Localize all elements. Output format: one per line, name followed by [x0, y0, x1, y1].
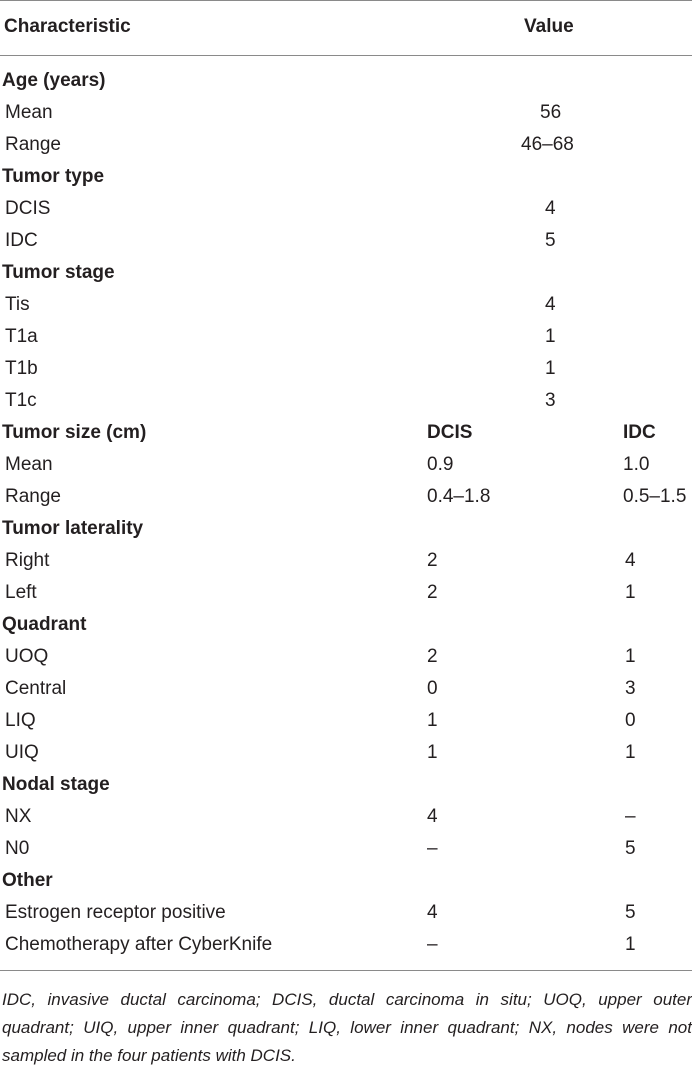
table-top-rule: [0, 0, 692, 1]
quadrant-idc: 0: [625, 710, 636, 731]
tumor-stage-value: 4: [545, 294, 556, 315]
laterality-idc: 1: [625, 582, 636, 603]
laterality-dcis: 2: [427, 550, 438, 571]
tumor-stage-label: T1b: [5, 358, 38, 379]
tumor-type-value: 4: [545, 198, 556, 219]
tumor-stage-label: Tis: [5, 294, 30, 315]
other-label: Chemotherapy after CyberKnife: [5, 934, 273, 955]
section-tumor-stage: Tumor stage: [2, 262, 115, 283]
quadrant-label: UOQ: [5, 646, 49, 667]
age-range-value: 46–68: [521, 134, 574, 155]
quadrant-dcis: 0: [427, 678, 438, 699]
tumor-stage-label: T1a: [5, 326, 38, 347]
tumor-size-dcis: 0.9: [427, 454, 454, 475]
nodal-dcis: 4: [427, 806, 438, 827]
quadrant-dcis: 1: [427, 742, 438, 763]
tumor-size-dcis: 0.4–1.8: [427, 486, 491, 507]
nodal-label: N0: [5, 838, 30, 859]
section-age: Age (years): [2, 70, 106, 91]
laterality-dcis: 2: [427, 582, 438, 603]
section-nodal-stage: Nodal stage: [2, 774, 110, 795]
quadrant-idc: 1: [625, 646, 636, 667]
quadrant-dcis: 2: [427, 646, 438, 667]
tumor-type-label: DCIS: [5, 198, 51, 219]
column-dcis: DCIS: [427, 422, 473, 443]
quadrant-idc: 1: [625, 742, 636, 763]
laterality-label: Left: [5, 582, 37, 603]
quadrant-dcis: 1: [427, 710, 438, 731]
other-dcis: –: [427, 934, 438, 955]
section-quadrant: Quadrant: [2, 614, 87, 635]
section-tumor-type: Tumor type: [2, 166, 105, 187]
tumor-stage-label: T1c: [5, 390, 37, 411]
other-idc: 5: [625, 902, 636, 923]
quadrant-idc: 3: [625, 678, 636, 699]
other-idc: 1: [625, 934, 636, 955]
tumor-size-idc: 1.0: [623, 454, 650, 475]
section-tumor-size: Tumor size (cm): [2, 422, 147, 443]
laterality-label: Right: [5, 550, 50, 571]
other-dcis: 4: [427, 902, 438, 923]
tumor-size-label: Mean: [5, 454, 53, 475]
header-rule: [0, 55, 692, 56]
tumor-size-label: Range: [5, 486, 61, 507]
header-value: Value: [524, 16, 574, 37]
age-mean-value: 56: [540, 102, 562, 123]
age-range-label: Range: [5, 134, 61, 155]
table-footnote: IDC, invasive ductal carcinoma; DCIS, ductal carcinoma in situ; UOQ, upper outer quadrant; UIQ, upper inner quadrant; LIQ, lower inner quadrant; NX, nodes were not sampled in the four patients with DCIS.: [2, 990, 692, 1065]
quadrant-label: UIQ: [5, 742, 39, 763]
tumor-stage-value: 1: [545, 326, 556, 347]
quadrant-label: LIQ: [5, 710, 36, 731]
age-mean-label: Mean: [5, 102, 53, 123]
column-idc: IDC: [623, 422, 656, 443]
tumor-type-value: 5: [545, 230, 556, 251]
other-label: Estrogen receptor positive: [5, 902, 226, 923]
nodal-label: NX: [5, 806, 32, 827]
header-characteristic: Characteristic: [4, 16, 131, 37]
tumor-type-label: IDC: [5, 230, 38, 251]
tumor-size-idc: 0.5–1.5: [623, 486, 687, 507]
section-other: Other: [2, 870, 53, 891]
tumor-stage-value: 3: [545, 390, 556, 411]
tumor-stage-value: 1: [545, 358, 556, 379]
section-laterality: Tumor laterality: [2, 518, 144, 539]
nodal-idc: –: [625, 806, 636, 827]
laterality-idc: 4: [625, 550, 636, 571]
quadrant-label: Central: [5, 678, 67, 699]
nodal-idc: 5: [625, 838, 636, 859]
nodal-dcis: –: [427, 838, 438, 859]
table-bottom-rule: [0, 970, 692, 971]
